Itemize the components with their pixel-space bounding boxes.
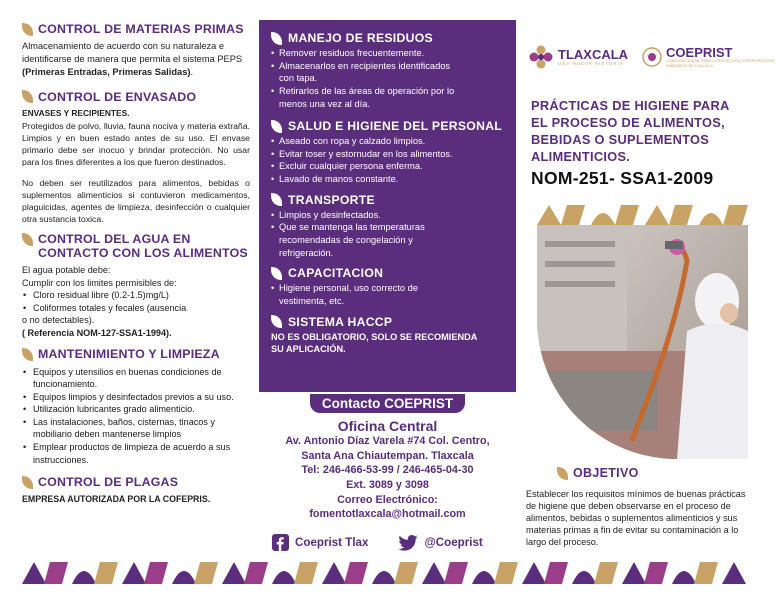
transporte-list <box>271 209 504 260</box>
leaf-icon <box>22 476 33 489</box>
agua-header <box>22 232 250 261</box>
materias-title: CONTROL DE MATERIAS PRIMAS <box>38 22 244 36</box>
objetivo-header <box>557 466 639 480</box>
facebook-icon <box>272 534 289 551</box>
coeprist-tagline: COMISIÓN ESTATAL PARA LA PROTECCIÓN CONTRA RIESGOS SANITARIOS DE TLAXCALA <box>666 58 775 68</box>
transporte-header <box>271 193 504 207</box>
agua-line-1: El agua potable debe: <box>22 265 111 276</box>
residuos-header <box>271 31 504 45</box>
salud-header <box>271 119 504 133</box>
bottom-pattern-band <box>22 560 761 584</box>
salud-section <box>271 119 504 186</box>
address-line-1: Av. Antonio Díaz Varela #74 Col. Centro, <box>285 435 490 447</box>
twitter-link[interactable] <box>398 535 482 551</box>
brochure-title: PRÁCTICAS DE HIGIENE PARA EL PROCESO DE ALIMENTOS, BEBIDAS O SUPLEMENTOS ALIMENTICIOS. <box>531 98 730 165</box>
phone: Tel: 246-466-53-99 / 246-465-04-30 <box>301 464 474 477</box>
facebook-link[interactable] <box>272 534 368 551</box>
leaf-icon <box>22 233 33 246</box>
envasado-subtitle: ENVASES Y RECIPIENTES. <box>22 108 130 119</box>
mantenimiento-item: • Equipos limpios y desinfectados previos a su uso. <box>22 391 250 404</box>
materias-text: Almacenamiento de acuerdo con su naturaleza e identificarse de manera que permita el sistema PEPS (Primeras Entradas, Primeras Salidas). <box>22 41 243 77</box>
mantenimiento-item: • Emplear productos de limpieza de acuerdo a sus instrucciones. <box>22 441 250 466</box>
leaf-icon <box>271 267 282 280</box>
residuos-section <box>271 31 504 110</box>
agua-line-2: Cumplir con los limites permisibles de: <box>22 277 177 288</box>
contact-pill: Contacto COEPRIST <box>310 394 465 413</box>
email-label: Correo Electrónico: <box>337 493 438 506</box>
haccp-note-1: NO ES OBLIGATORIO, SOLO SE RECOMIENDA <box>271 331 478 342</box>
salud-item: • Aseado con ropa y calzado limpios. <box>271 136 426 147</box>
objetivo-title: OBJETIVO <box>573 466 639 480</box>
mantenimiento-item: • Utilización lubricantes grado alimenticio. <box>22 403 250 416</box>
social-bar <box>272 534 483 551</box>
logos-row <box>528 44 775 70</box>
facebook-label: Coeprist Tlax <box>295 536 369 549</box>
envasado-text-1: Protegidos de polvo, lluvia, fauna nociva y materia extraña. Limpios y en buen estado antes de su uso. El envase primario debe ser inocuo y brindar protección. No usar para los fines diferentes a los que fueron destinados. <box>22 120 250 167</box>
leaf-icon <box>22 23 33 36</box>
capacitacion-section <box>271 266 504 307</box>
capacitacion-header <box>271 266 504 280</box>
contact-block <box>259 394 516 522</box>
tlaxcala-name: TLAXCALA <box>558 47 629 62</box>
leaf-icon <box>271 193 282 206</box>
envasado-header <box>22 90 250 104</box>
transporte-section <box>271 193 504 260</box>
salud-list <box>271 135 504 186</box>
coeprist-name: COEPRIST <box>666 44 733 60</box>
agua-reference: ( Referencia NOM-127-SSA1-1994). <box>22 327 172 338</box>
leaf-icon <box>271 120 282 133</box>
coeprist-emblem-icon <box>642 47 662 67</box>
tlaxcala-emblem-icon <box>528 44 554 70</box>
leaf-icon <box>557 467 568 480</box>
left-column <box>22 22 250 505</box>
residuos-item: • Remover residuos frecuentemente. <box>271 48 425 58</box>
email-link[interactable]: fomentotlaxcala@hotmail.com <box>309 508 466 521</box>
objetivo-text: Establecer los requisitos mínimos de buenas prácticas de higiene que deben observarse en el proceso de alimentos, bebidas o suplementos alimenticios y sus materias primas a fin de evitar su contaminación a lo largo del proceso. <box>526 489 746 548</box>
residuos-item: • Retirarlos de las áreas de operación por lo menos una vez al día. <box>271 85 455 109</box>
agua-item: • Coliformes totales y fecales (ausencia <box>22 302 250 315</box>
haccp-section <box>271 315 504 356</box>
leaf-icon <box>271 315 282 328</box>
worker-photo <box>537 201 748 459</box>
salud-item: • Excluir cualquier persona enferma. <box>271 161 423 172</box>
agua-title: CONTROL DEL AGUA EN CONTACTO CON LOS ALIMENTOS <box>38 231 248 260</box>
tlaxcala-tagline: UNA NUEVA HISTORIA <box>558 61 624 66</box>
twitter-icon <box>398 535 418 551</box>
mantenimiento-list <box>22 366 250 466</box>
nom-code: NOM-251- SSA1-2009 <box>531 168 714 188</box>
mantenimiento-header <box>22 347 250 361</box>
plagas-header <box>22 475 250 489</box>
agua-item-cont: o no detectables). <box>22 315 95 326</box>
salud-item: • Evitar toser y estornudar en los alimentos. <box>271 148 453 159</box>
haccp-header <box>271 315 504 329</box>
leaf-icon <box>271 32 282 45</box>
residuos-list <box>271 47 504 110</box>
mantenimiento-item: • Equipos y utensilios en buenas condiciones de funcionamiento. <box>22 366 250 391</box>
twitter-label: @Coeprist <box>424 536 483 549</box>
agua-list <box>22 289 250 314</box>
envasado-text-2: No deben ser reutilizados para alimentos, bebidas o suplementos alimenticios si contuvieron medicamentos, plaguicidas, agentes de limpieza, desinfección o cualquier otra sustancia toxica. <box>22 177 250 224</box>
right-pattern-band <box>537 201 748 225</box>
mantenimiento-item: • Las instalaciones, baños, cisternas, tinacos y mobiliario deben mantenerse limpios <box>22 416 250 441</box>
leaf-icon <box>22 348 33 361</box>
transporte-item: • Limpios y desinfectados. <box>271 209 381 220</box>
mantenimiento-title: MANTENIMIENTO Y LIMPIEZA <box>38 347 220 362</box>
transporte-title: TRANSPORTE <box>288 192 375 207</box>
residuos-item: • Almacenarlos en recipientes identificados con tapa. <box>271 60 451 84</box>
materias-header <box>22 22 250 36</box>
haccp-title: SISTEMA HACCP <box>288 314 393 329</box>
capacitacion-title: CAPACITACION <box>288 266 384 281</box>
salud-item: • Lavado de manos constante. <box>271 174 399 185</box>
agua-item: • Cloro residual libre (0.2-1.5)mg/L) <box>22 289 250 302</box>
extension: Ext. 3089 y 3098 <box>346 479 429 492</box>
tlaxcala-logo <box>528 44 628 70</box>
capacitacion-item: • Higiene personal, uso correcto de vestimenta, etc. <box>271 283 419 306</box>
worker-photo-illustration <box>537 201 748 459</box>
haccp-note-2: SU APLICACIÓN. <box>271 344 346 355</box>
transporte-item: • Que se mantenga las temperaturas recomendadas de congelación y refrigeración. <box>271 222 425 258</box>
plagas-text: EMPRESA AUTORIZADA POR LA COFEPRIS. <box>22 494 211 505</box>
salud-title: SALUD E HIGIENE DEL PERSONAL <box>288 119 503 134</box>
residuos-title: MANEJO DE RESIDUOS <box>288 31 433 45</box>
address-line-2: Santa Ana Chiautempan. Tlaxcala <box>301 449 474 462</box>
office-title: Oficina Central <box>337 418 438 434</box>
plagas-title: CONTROL DE PLAGAS <box>38 475 179 490</box>
leaf-icon <box>22 90 33 103</box>
coeprist-logo <box>642 46 776 68</box>
middle-panel <box>259 20 516 392</box>
envasado-title: CONTROL DE ENVASADO <box>38 89 197 104</box>
capacitacion-list <box>271 282 504 307</box>
